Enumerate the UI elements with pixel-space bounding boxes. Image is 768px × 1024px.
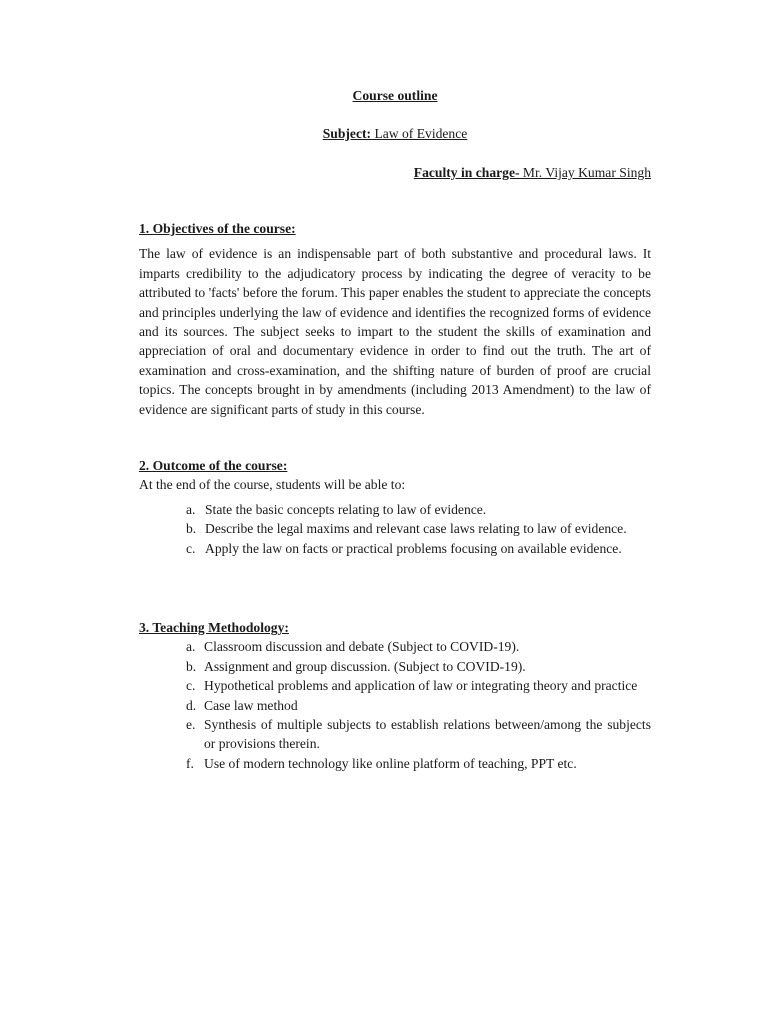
list-item-text: Hypothetical problems and application of law or integrating theory and practice xyxy=(204,678,638,694)
list-marker: e. xyxy=(186,717,196,733)
faculty-value: Mr. Vijay Kumar Singh xyxy=(519,165,651,180)
list-marker: f. xyxy=(186,755,194,771)
list-item-text: Case law method xyxy=(204,697,298,713)
list-item xyxy=(186,500,651,519)
section-heading: 2. Outcome of the course: xyxy=(139,458,288,473)
list-item xyxy=(186,696,651,715)
list-marker: a. xyxy=(186,639,196,655)
list-item xyxy=(186,637,651,656)
list-item-text: State the basic concepts relating to law of evidence. xyxy=(205,501,487,517)
section-heading: 1. Objectives of the course: xyxy=(139,221,296,236)
list-marker: c. xyxy=(186,678,196,694)
list-item-text: Classroom discussion and debate (Subject to COVID-19). xyxy=(204,639,520,655)
list-item-text: Describe the legal maxims and relevant case laws relating to law of evidence. xyxy=(205,521,627,537)
section-teaching-methodology xyxy=(139,618,651,773)
subject-value: Law of Evidence xyxy=(371,126,468,141)
list-item-text: Synthesis of multiple subjects to establish relations between/among the subjects or provisions therein. xyxy=(204,717,651,752)
list-marker: a. xyxy=(186,501,196,517)
document-title: Course outline xyxy=(352,88,438,103)
list-marker: b. xyxy=(186,658,197,674)
list-item xyxy=(186,539,651,558)
faculty-line xyxy=(139,163,651,182)
subject-line xyxy=(139,124,651,143)
list-marker: c. xyxy=(186,540,196,556)
outcome-list xyxy=(186,500,651,558)
list-item xyxy=(186,754,651,773)
faculty-label: Faculty in charge- xyxy=(413,165,520,180)
list-marker: b. xyxy=(186,521,197,537)
section-objectives xyxy=(139,219,651,419)
list-item xyxy=(186,676,651,695)
objectives-paragraph: The law of evidence is an indispensable part of both substantive and procedural laws. It imparts credibility to the adjudicatory process by indicating the degree of veracity to be attributed to 'facts' before the forum. This paper enables the student to appreciate the concepts and principles underlying the law of evidence and identifies the recognized forms of evidence and its sources. The subject seeks to impart to the student the skills of examination and appreciation of oral and documentary evidence in order to find out the truth. The art of examination and cross-examination, and the shifting nature of burden of proof are crucial topics. The concepts brought in by amendments (including 2013 Amendment) to the law of evidence are significant parts of study in this course. xyxy=(139,246,651,417)
section-heading: 3. Teaching Methodology: xyxy=(139,620,289,635)
section-outcome xyxy=(139,456,651,558)
list-item-text: Apply the law on facts or practical problems focusing on available evidence. xyxy=(205,540,622,556)
list-item xyxy=(186,715,651,754)
list-item xyxy=(186,657,651,676)
document-body xyxy=(139,86,651,771)
list-item-text: Assignment and group discussion. (Subject to COVID-19). xyxy=(204,658,526,674)
list-marker: d. xyxy=(186,697,197,713)
subject-label: Subject: xyxy=(322,126,372,141)
list-item-text: Use of modern technology like online platform of teaching, PPT etc. xyxy=(204,755,577,771)
methodology-list xyxy=(186,637,651,773)
list-item xyxy=(186,519,651,538)
outcome-intro: At the end of the course, students will be able to: xyxy=(139,477,406,493)
